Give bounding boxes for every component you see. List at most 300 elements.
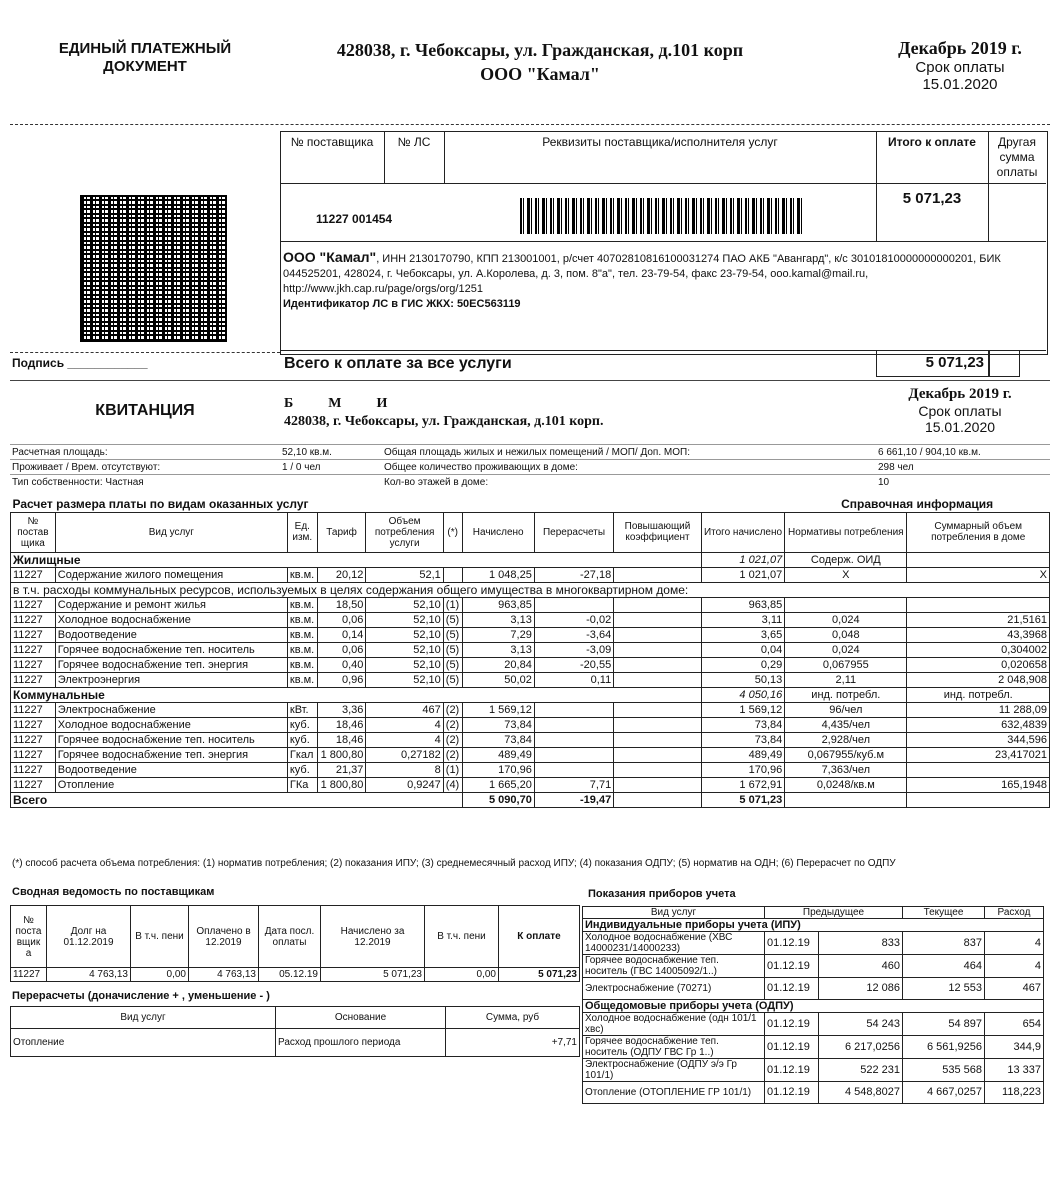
meters-title: Показания приборов учета bbox=[588, 888, 736, 900]
calc-header-cell: Повышающий коэффициент bbox=[614, 512, 702, 552]
summary-header-cell: № поста вщик а bbox=[11, 906, 47, 968]
calc-cell: Холодное водоснабжение bbox=[55, 612, 287, 627]
meters-header-cell: Предыдущее bbox=[765, 907, 903, 919]
calc-cell: 7,71 bbox=[534, 777, 613, 792]
meter-cell: 01.12.19 bbox=[765, 1059, 819, 1082]
calc-cell: 3,13 bbox=[462, 642, 534, 657]
calc-cell bbox=[614, 672, 702, 687]
calc-cell: 489,49 bbox=[462, 747, 534, 762]
calc-cell: кв.м. bbox=[287, 567, 317, 582]
calc-cell: 0,11 bbox=[534, 672, 613, 687]
all-total-value: 5 071,23 bbox=[925, 354, 984, 371]
calc-cell: Горячее водоснабжение теп. носитель bbox=[55, 642, 287, 657]
calc-cell: 73,84 bbox=[462, 717, 534, 732]
supplier-name: ООО "Камал" bbox=[283, 249, 377, 265]
calc-cell: 52,10 bbox=[366, 657, 443, 672]
meter-cell: Холодное водоснабжение (ХВС 14000231/14000233) bbox=[583, 932, 765, 955]
calc-cell: 18,46 bbox=[317, 732, 366, 747]
info-cell: Тип собственности: Частная bbox=[10, 475, 280, 490]
calc-section-total: 1 021,07 bbox=[701, 552, 784, 567]
col-account: № ЛС bbox=[397, 135, 431, 149]
calc-cell: 20,12 bbox=[317, 567, 366, 582]
calc-row bbox=[11, 762, 1050, 777]
barcode-icon bbox=[520, 198, 805, 234]
calc-cell: 21,37 bbox=[317, 762, 366, 777]
info-cell: Кол-во этажей в доме: bbox=[382, 475, 876, 490]
recalc-title: Перерасчеты (доначисление + , уменьшение - ) bbox=[12, 990, 270, 1002]
col-total: Итого к оплате bbox=[888, 135, 976, 149]
calc-cell bbox=[534, 732, 613, 747]
summary-cell: 4 763,13 bbox=[189, 968, 259, 982]
calc-cell: 7,363/чел bbox=[785, 762, 907, 777]
calc-cell bbox=[614, 567, 702, 582]
calc-row bbox=[11, 642, 1050, 657]
doc-title bbox=[30, 40, 260, 76]
calc-total-label: Всего bbox=[11, 792, 463, 807]
calc-cell: 11227 bbox=[11, 702, 56, 717]
info-cell: 298 чел bbox=[876, 460, 1050, 475]
calc-cell: 73,84 bbox=[462, 732, 534, 747]
calc-cell: 0,020658 bbox=[907, 657, 1050, 672]
header-company: ООО "Камал" bbox=[480, 64, 600, 84]
meter-cell: 54 243 bbox=[819, 1013, 903, 1036]
calc-row bbox=[11, 777, 1050, 792]
calc-cell bbox=[907, 597, 1050, 612]
calc-cell bbox=[614, 612, 702, 627]
meter-cell: 01.12.19 bbox=[765, 932, 819, 955]
calc-cell: 0,067955 bbox=[785, 657, 907, 672]
calc-cell: -3,09 bbox=[534, 642, 613, 657]
calc-cell: 0,06 bbox=[317, 612, 366, 627]
calc-cell bbox=[534, 597, 613, 612]
meter-cell: Холодное водоснабжение (одн 101/1 хвс) bbox=[583, 1013, 765, 1036]
receipt-due-label: Срок оплаты bbox=[918, 403, 1002, 419]
calc-cell bbox=[614, 717, 702, 732]
calc-cell: кв.м. bbox=[287, 642, 317, 657]
calc-cell: 0,06 bbox=[317, 642, 366, 657]
calc-cell: (4) bbox=[443, 777, 462, 792]
meter-cell: 522 231 bbox=[819, 1059, 903, 1082]
meter-cell: 6 217,0256 bbox=[819, 1036, 903, 1059]
calc-cell: 11227 bbox=[11, 657, 56, 672]
meter-row bbox=[583, 978, 1044, 1000]
calc-cell: 3,13 bbox=[462, 612, 534, 627]
calc-cell: Водоотведение bbox=[55, 762, 287, 777]
calc-cell: 11227 bbox=[11, 597, 56, 612]
supplier-requisites-text: , ИНН 2130170790, КПП 213001001, р/счет 40702810816100031274 ПАО АКБ "Авангард", к/с 30101810000000000201, БИК 044525201, 428024, г. Чебоксары, ул. А.Королева, д. 3, пом. 8"а", тел. 23-79-54, факс 23-79-54, ooo.kamal@mail.ru, http://www.jkh.cap.ru/page/orgs/org/1251 bbox=[283, 253, 1001, 295]
calc-cell: 11227 bbox=[11, 717, 56, 732]
calc-header-cell: Перерасчеты bbox=[534, 512, 613, 552]
meters-odpu-section-label: Общедомовые приборы учета (ОДПУ) bbox=[583, 1000, 1044, 1013]
calc-cell: 170,96 bbox=[701, 762, 784, 777]
calc-cell: X bbox=[907, 567, 1050, 582]
calc-cell: 11227 bbox=[11, 627, 56, 642]
calc-cell: 0,40 bbox=[317, 657, 366, 672]
calc-total-norm bbox=[785, 792, 907, 807]
signature-label: Подпись ____________ bbox=[12, 356, 148, 370]
meter-cell: 6 561,9256 bbox=[903, 1036, 985, 1059]
calc-row bbox=[11, 597, 1050, 612]
calc-cell: 7,29 bbox=[462, 627, 534, 642]
meter-cell: 01.12.19 bbox=[765, 1036, 819, 1059]
calc-cell: 8 bbox=[366, 762, 443, 777]
payment-block-divider bbox=[280, 183, 1046, 184]
summary-cell: 4 763,13 bbox=[47, 968, 131, 982]
calc-cell: (5) bbox=[443, 642, 462, 657]
col-requisites: Реквизиты поставщика/исполнителя услуг bbox=[542, 135, 778, 149]
col-supplier-no: № поставщика bbox=[290, 135, 374, 149]
calc-cell: Горячее водоснабжение теп. носитель bbox=[55, 732, 287, 747]
divider bbox=[10, 380, 1050, 381]
calc-cell: 2 048,908 bbox=[907, 672, 1050, 687]
meter-cell: 4 bbox=[985, 955, 1044, 978]
calc-cell: куб. bbox=[287, 717, 317, 732]
divider bbox=[280, 241, 1046, 242]
summary-title: Сводная ведомость по поставщикам bbox=[12, 886, 215, 898]
calc-cell: (2) bbox=[443, 747, 462, 762]
meter-cell: 4 548,8027 bbox=[819, 1082, 903, 1104]
calc-cell: X bbox=[785, 567, 907, 582]
calc-cell: 3,36 bbox=[317, 702, 366, 717]
header-period-block bbox=[860, 38, 1060, 93]
receipt-payer: Б М И bbox=[284, 396, 388, 411]
meter-cell: 464 bbox=[903, 955, 985, 978]
calc-cell: 0,29 bbox=[701, 657, 784, 672]
calc-cell: 52,10 bbox=[366, 672, 443, 687]
doc-title-line2: ДОКУМЕНТ bbox=[103, 58, 187, 75]
calc-cell: 4 bbox=[366, 732, 443, 747]
calc-title: Расчет размера платы по видам оказанных услуг bbox=[12, 497, 309, 512]
calc-section-row bbox=[11, 687, 1050, 702]
divider bbox=[988, 350, 1020, 377]
divider bbox=[10, 352, 280, 353]
info-cell bbox=[280, 475, 382, 490]
meter-cell: Электроснабжение (70271) bbox=[583, 978, 765, 1000]
calc-cell bbox=[614, 762, 702, 777]
recalc-cell: Расход прошлого периода bbox=[276, 1029, 446, 1057]
calc-table bbox=[10, 497, 1050, 808]
calc-cell bbox=[614, 597, 702, 612]
calc-cell: -20,55 bbox=[534, 657, 613, 672]
calc-cell bbox=[534, 762, 613, 777]
info-cell: 6 661,10 / 904,10 кв.м. bbox=[876, 445, 1050, 460]
meter-cell: Электроснабжение (ОДПУ э/э Гр 101/1) bbox=[583, 1059, 765, 1082]
info-row bbox=[10, 460, 1050, 475]
divider bbox=[988, 131, 989, 241]
calc-row bbox=[11, 702, 1050, 717]
summary-cell: 05.12.19 bbox=[259, 968, 321, 982]
calc-cell bbox=[534, 747, 613, 762]
calc-cell: 1 800,80 bbox=[317, 777, 366, 792]
calc-header-cell: Нормативы потребления bbox=[785, 512, 907, 552]
info-cell: 1 / 0 чел bbox=[280, 460, 382, 475]
header-due-label: Срок оплаты bbox=[915, 59, 1005, 76]
calc-header-cell: Итого начислено bbox=[701, 512, 784, 552]
calc-cell: 50,02 bbox=[462, 672, 534, 687]
meter-cell: 344,9 bbox=[985, 1036, 1044, 1059]
meters-odpu-section bbox=[583, 1000, 1044, 1013]
meter-cell: 460 bbox=[819, 955, 903, 978]
calc-header-cell: Начислено bbox=[462, 512, 534, 552]
summary-cell: 0,00 bbox=[425, 968, 499, 982]
payment-total: 5 071,23 bbox=[902, 190, 962, 207]
calc-section-label: Коммунальные bbox=[11, 687, 702, 702]
calc-cell: 1 048,25 bbox=[462, 567, 534, 582]
calc-cell: (5) bbox=[443, 672, 462, 687]
receipt-period: Декабрь 2019 г. bbox=[908, 386, 1012, 402]
summary-header-cell: Начислено за 12.2019 bbox=[321, 906, 425, 968]
meters-table bbox=[582, 906, 1044, 1104]
divider bbox=[444, 131, 445, 183]
calc-cell: Горячее водоснабжение теп. энергия bbox=[55, 657, 287, 672]
calc-cell bbox=[614, 627, 702, 642]
meter-cell: 12 086 bbox=[819, 978, 903, 1000]
meter-row bbox=[583, 1059, 1044, 1082]
calc-cell: ГКа bbox=[287, 777, 317, 792]
calc-cell: 11 288,09 bbox=[907, 702, 1050, 717]
calc-total-accrued: 5 090,70 bbox=[462, 792, 534, 807]
header-period: Декабрь 2019 г. bbox=[898, 38, 1022, 58]
calc-row bbox=[11, 567, 1050, 582]
recalc-header-cell: Сумма, руб bbox=[446, 1007, 580, 1029]
calc-cell: 43,3968 bbox=[907, 627, 1050, 642]
summary-header-cell: В т.ч. пени bbox=[131, 906, 189, 968]
header-address: 428038, г. Чебоксары, ул. Гражданская, д.101 корп bbox=[336, 40, 744, 60]
calc-cell: 11227 bbox=[11, 672, 56, 687]
calc-cell: 0,04 bbox=[701, 642, 784, 657]
meter-cell: 4 bbox=[985, 932, 1044, 955]
calc-cell: куб. bbox=[287, 732, 317, 747]
calc-cell: кв.м. bbox=[287, 627, 317, 642]
meter-cell: 01.12.19 bbox=[765, 1082, 819, 1104]
calc-cell: Холодное водоснабжение bbox=[55, 717, 287, 732]
info-cell: Расчетная площадь: bbox=[10, 445, 280, 460]
info-cell: 52,10 кв.м. bbox=[280, 445, 382, 460]
calc-footnote: (*) способ расчета объема потребления: (1) норматив потребления; (2) показания ИПУ; (3) среднемесячный расход ИПУ; (4) показания ОДПУ; (5) норматив на ОДН; (6) Перерасчет по ОДПУ bbox=[12, 858, 896, 869]
calc-cell: 0,96 bbox=[317, 672, 366, 687]
calc-cell: 0,067955/куб.м bbox=[785, 747, 907, 762]
calc-cell: 4,435/чел bbox=[785, 717, 907, 732]
meter-cell: Горячее водоснабжение теп. носитель (ГВС 14005092/1..) bbox=[583, 955, 765, 978]
meter-cell: 118,223 bbox=[985, 1082, 1044, 1104]
calc-cell: (2) bbox=[443, 717, 462, 732]
meter-row bbox=[583, 1082, 1044, 1104]
info-cell: Общая площадь жилых и нежилых помещений / МОП/ Доп. МОП: bbox=[382, 445, 876, 460]
summary-cell: 0,00 bbox=[131, 968, 189, 982]
calc-cell: -3,64 bbox=[534, 627, 613, 642]
meter-cell: Горячее водоснабжение теп. носитель (ОДПУ ГВС Гр 1..) bbox=[583, 1036, 765, 1059]
calc-cell: 963,85 bbox=[701, 597, 784, 612]
doc-title-line1: ЕДИНЫЙ ПЛАТЕЖНЫЙ bbox=[58, 40, 232, 57]
col-other: Другая сумма оплаты bbox=[996, 135, 1038, 179]
calc-section-sum bbox=[907, 552, 1050, 567]
calc-cell: Гкал bbox=[287, 747, 317, 762]
calc-header-cell: Ед. изм. bbox=[287, 512, 317, 552]
calc-cell: 11227 bbox=[11, 762, 56, 777]
calc-cell: 1 569,12 bbox=[462, 702, 534, 717]
meters-header-cell: Расход bbox=[985, 907, 1044, 919]
receipt-period-block bbox=[880, 386, 1040, 435]
calc-section-label: Жилищные bbox=[11, 552, 702, 567]
meters-header-cell: Текущее bbox=[903, 907, 985, 919]
meters-header-cell: Вид услуг bbox=[583, 907, 765, 919]
calc-cell: 20,84 bbox=[462, 657, 534, 672]
calc-cell bbox=[534, 702, 613, 717]
calc-header-cell: Тариф bbox=[317, 512, 366, 552]
calc-section-total: 4 050,16 bbox=[701, 687, 784, 702]
calc-cell: 165,1948 bbox=[907, 777, 1050, 792]
calc-cell: 11227 bbox=[11, 612, 56, 627]
calc-header-cell: (*) bbox=[443, 512, 462, 552]
calc-cell: 52,10 bbox=[366, 612, 443, 627]
calc-cell: -0,02 bbox=[534, 612, 613, 627]
meter-row bbox=[583, 955, 1044, 978]
calc-total-itogo: 5 071,23 bbox=[701, 792, 784, 807]
calc-header-cell: Объем потребления услуги bbox=[366, 512, 443, 552]
meter-cell: 13 337 bbox=[985, 1059, 1044, 1082]
divider bbox=[384, 131, 385, 183]
calc-cell: Содержание и ремонт жилья bbox=[55, 597, 287, 612]
meter-row bbox=[583, 932, 1044, 955]
calc-cell: 50,13 bbox=[701, 672, 784, 687]
meter-cell: 535 568 bbox=[903, 1059, 985, 1082]
calc-cell: 1 569,12 bbox=[701, 702, 784, 717]
receipt-title: КВИТАНЦИЯ bbox=[95, 402, 195, 419]
calc-cell: 11227 bbox=[11, 732, 56, 747]
calc-cell: кВт. bbox=[287, 702, 317, 717]
calc-cell bbox=[614, 777, 702, 792]
meter-row bbox=[583, 1013, 1044, 1036]
meter-cell: 01.12.19 bbox=[765, 978, 819, 1000]
calc-header-cell: Суммарный объем потребления в доме bbox=[907, 512, 1050, 552]
calc-cell: 963,85 bbox=[462, 597, 534, 612]
calc-cell: 21,5161 bbox=[907, 612, 1050, 627]
summary-cell: 11227 bbox=[11, 968, 47, 982]
summary-header-cell: Дата посл. оплаты bbox=[259, 906, 321, 968]
meter-cell: 4 667,0257 bbox=[903, 1082, 985, 1104]
meter-cell: 54 897 bbox=[903, 1013, 985, 1036]
meter-cell: 833 bbox=[819, 932, 903, 955]
calc-cell: 23,417021 bbox=[907, 747, 1050, 762]
calc-cell: (1) bbox=[443, 762, 462, 777]
calc-cell: (1) bbox=[443, 597, 462, 612]
meter-cell: 467 bbox=[985, 978, 1044, 1000]
calc-header-cell: № постав щика bbox=[11, 512, 56, 552]
calc-cell: 96/чел bbox=[785, 702, 907, 717]
calc-cell: Отопление bbox=[55, 777, 287, 792]
calc-cell: 18,46 bbox=[317, 717, 366, 732]
calc-total-row bbox=[11, 792, 1050, 807]
calc-cell: 11227 bbox=[11, 642, 56, 657]
summary-cell: 5 071,23 bbox=[499, 968, 580, 982]
meter-cell: Отопление (ОТОПЛЕНИЕ ГР 101/1) bbox=[583, 1082, 765, 1104]
calc-cell: кв.м. bbox=[287, 657, 317, 672]
calc-cell: кв.м. bbox=[287, 597, 317, 612]
calc-cell: 0,048 bbox=[785, 627, 907, 642]
recalc-header-cell: Вид услуг bbox=[11, 1007, 276, 1029]
meters-header-row bbox=[583, 907, 1044, 919]
ref-title: Справочная информация bbox=[841, 497, 994, 512]
calc-cell: 489,49 bbox=[701, 747, 784, 762]
calc-cell: (2) bbox=[443, 732, 462, 747]
recalc-cell: Отопление bbox=[11, 1029, 276, 1057]
calc-cell: 0,0248/кв.м bbox=[785, 777, 907, 792]
calc-row bbox=[11, 627, 1050, 642]
calc-cell bbox=[614, 747, 702, 762]
calc-section-norm: Содерж. ОИД bbox=[785, 552, 907, 567]
header-address-block bbox=[280, 38, 800, 86]
calc-section-sum: инд. потребл. bbox=[907, 687, 1050, 702]
summary-header-cell: Долг на 01.12.2019 bbox=[47, 906, 131, 968]
calc-cell bbox=[534, 717, 613, 732]
calc-cell bbox=[614, 657, 702, 672]
calc-cell: Водоотведение bbox=[55, 627, 287, 642]
calc-cell: (2) bbox=[443, 702, 462, 717]
calc-note: в т.ч. расходы коммунальных ресурсов, используемых в целях содержания общего имущества в многоквартирном доме: bbox=[11, 582, 1050, 597]
calc-total-sum bbox=[907, 792, 1050, 807]
calc-row bbox=[11, 672, 1050, 687]
meter-cell: 01.12.19 bbox=[765, 955, 819, 978]
gis-id: Идентификатор ЛС в ГИС ЖКХ: 50ЕС563119 bbox=[283, 298, 521, 310]
calc-note-row bbox=[11, 582, 1050, 597]
calc-cell: -27,18 bbox=[534, 567, 613, 582]
meters-ipu-section bbox=[583, 919, 1044, 932]
calc-cell: (5) bbox=[443, 612, 462, 627]
meter-cell: 12 553 bbox=[903, 978, 985, 1000]
calc-cell: 52,10 bbox=[366, 642, 443, 657]
calc-cell: 3,65 bbox=[701, 627, 784, 642]
calc-cell bbox=[614, 732, 702, 747]
calc-row bbox=[11, 657, 1050, 672]
info-row bbox=[10, 445, 1050, 460]
calc-cell: 11227 bbox=[11, 777, 56, 792]
all-total-label: Всего к оплате за все услуги bbox=[284, 355, 512, 372]
header-due-date: 15.01.2020 bbox=[922, 76, 998, 93]
calc-cell bbox=[443, 567, 462, 582]
recalc-cell: +7,71 bbox=[446, 1029, 580, 1057]
summary-header-cell: Оплачено в 12.2019 bbox=[189, 906, 259, 968]
calc-cell bbox=[785, 597, 907, 612]
calc-cell: Электроэнергия bbox=[55, 672, 287, 687]
summary-header-cell: К оплате bbox=[499, 906, 580, 968]
calc-cell: 11227 bbox=[11, 747, 56, 762]
calc-cell: 0,27182 bbox=[366, 747, 443, 762]
info-row bbox=[10, 475, 1050, 490]
qr-code-icon bbox=[80, 195, 227, 342]
calc-cell: 170,96 bbox=[462, 762, 534, 777]
calc-cell: 632,4839 bbox=[907, 717, 1050, 732]
calc-row bbox=[11, 732, 1050, 747]
calc-section-norm: инд. потребл. bbox=[785, 687, 907, 702]
calc-cell: 2,11 bbox=[785, 672, 907, 687]
calc-cell: 0,024 bbox=[785, 642, 907, 657]
info-cell: 10 bbox=[876, 475, 1050, 490]
divider bbox=[876, 131, 877, 241]
summary-header-cell: В т.ч. пени bbox=[425, 906, 499, 968]
info-cell: Проживает / Врем. отсутствуют: bbox=[10, 460, 280, 475]
recalc-table bbox=[10, 1006, 580, 1057]
recalc-header-cell: Основание bbox=[276, 1007, 446, 1029]
meter-row bbox=[583, 1036, 1044, 1059]
calc-cell: кв.м. bbox=[287, 612, 317, 627]
calc-cell: 0,024 bbox=[785, 612, 907, 627]
calc-total-recalc: -19,47 bbox=[534, 792, 613, 807]
summary-table bbox=[10, 905, 580, 982]
supplier-requisites bbox=[283, 250, 1041, 312]
calc-header-cell: Вид услуг bbox=[55, 512, 287, 552]
calc-cell bbox=[614, 642, 702, 657]
calc-cell: куб. bbox=[287, 762, 317, 777]
